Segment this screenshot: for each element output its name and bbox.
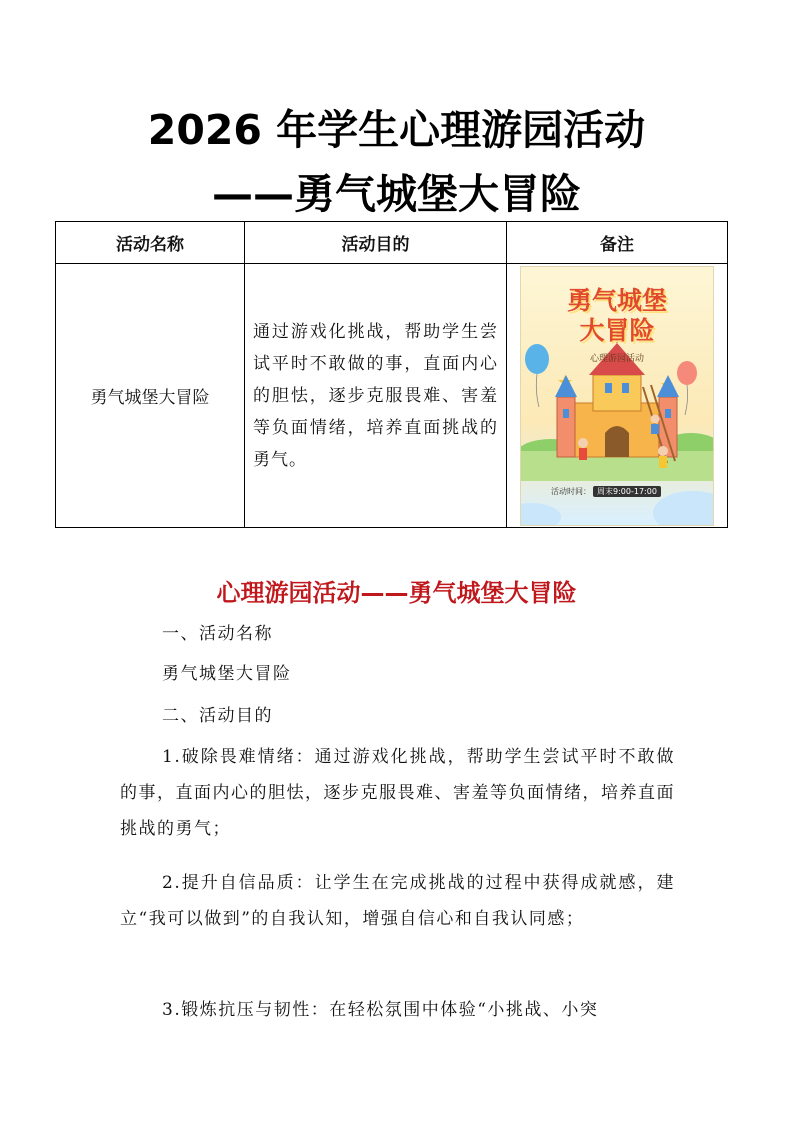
poster-time-label: 活动时间：: [551, 486, 591, 496]
heading-activity-purpose: 二、活动目的: [162, 706, 273, 726]
notes-cell: [507, 264, 728, 528]
header-notes: 备注: [507, 222, 728, 264]
header-activity-purpose: 活动目的: [245, 222, 507, 264]
activity-poster-image: [520, 266, 714, 526]
activity-name-text: 勇气城堡大冒险: [162, 664, 292, 684]
heading-activity-name: 一、活动名称: [162, 624, 273, 644]
section-title: 心理游园活动——勇气城堡大冒险: [216, 579, 577, 607]
purpose-item-1: 1.破除畏难情绪：通过游戏化挑战，帮助学生尝试平时不敢做的事，直面内心的胆怯，逐步克服畏难、害羞等负面情绪，培养直面挑战的勇气；: [120, 747, 675, 839]
poster-title-line1: 勇气城堡: [566, 285, 667, 315]
table-row: [56, 264, 728, 528]
purpose-item-2: 2.提升自信品质：让学生在完成挑战的过程中获得成就感，建立“我可以做到”的自我认知，增强自信心和自我认同感；: [120, 873, 675, 929]
document-title-line2: ——勇气城堡大冒险: [212, 170, 581, 218]
activity-name-cell: 勇气城堡大冒险: [56, 264, 245, 528]
table-header-row: [56, 222, 728, 264]
activity-purpose-cell: 通过游戏化挑战，帮助学生尝试平时不敢做的事，直面内心的胆怯，逐步克服畏难、害羞等负面情绪，培养直面挑战的勇气。: [245, 264, 507, 528]
activity-info-table: [55, 221, 728, 528]
header-activity-name: 活动名称: [56, 222, 245, 264]
poster-subtitle: 心理游园活动: [589, 353, 644, 364]
document-title-line1: 2026 年学生心理游园活动: [147, 106, 646, 154]
poster-time: [551, 486, 661, 497]
purpose-item-3: 3.锻炼抗压与韧性：在轻松氛围中体验“小挑战、小突: [162, 1000, 599, 1020]
poster-title-line2: 大冒险: [579, 315, 655, 345]
poster-time-value: 周末9:00-17:00: [593, 486, 661, 497]
